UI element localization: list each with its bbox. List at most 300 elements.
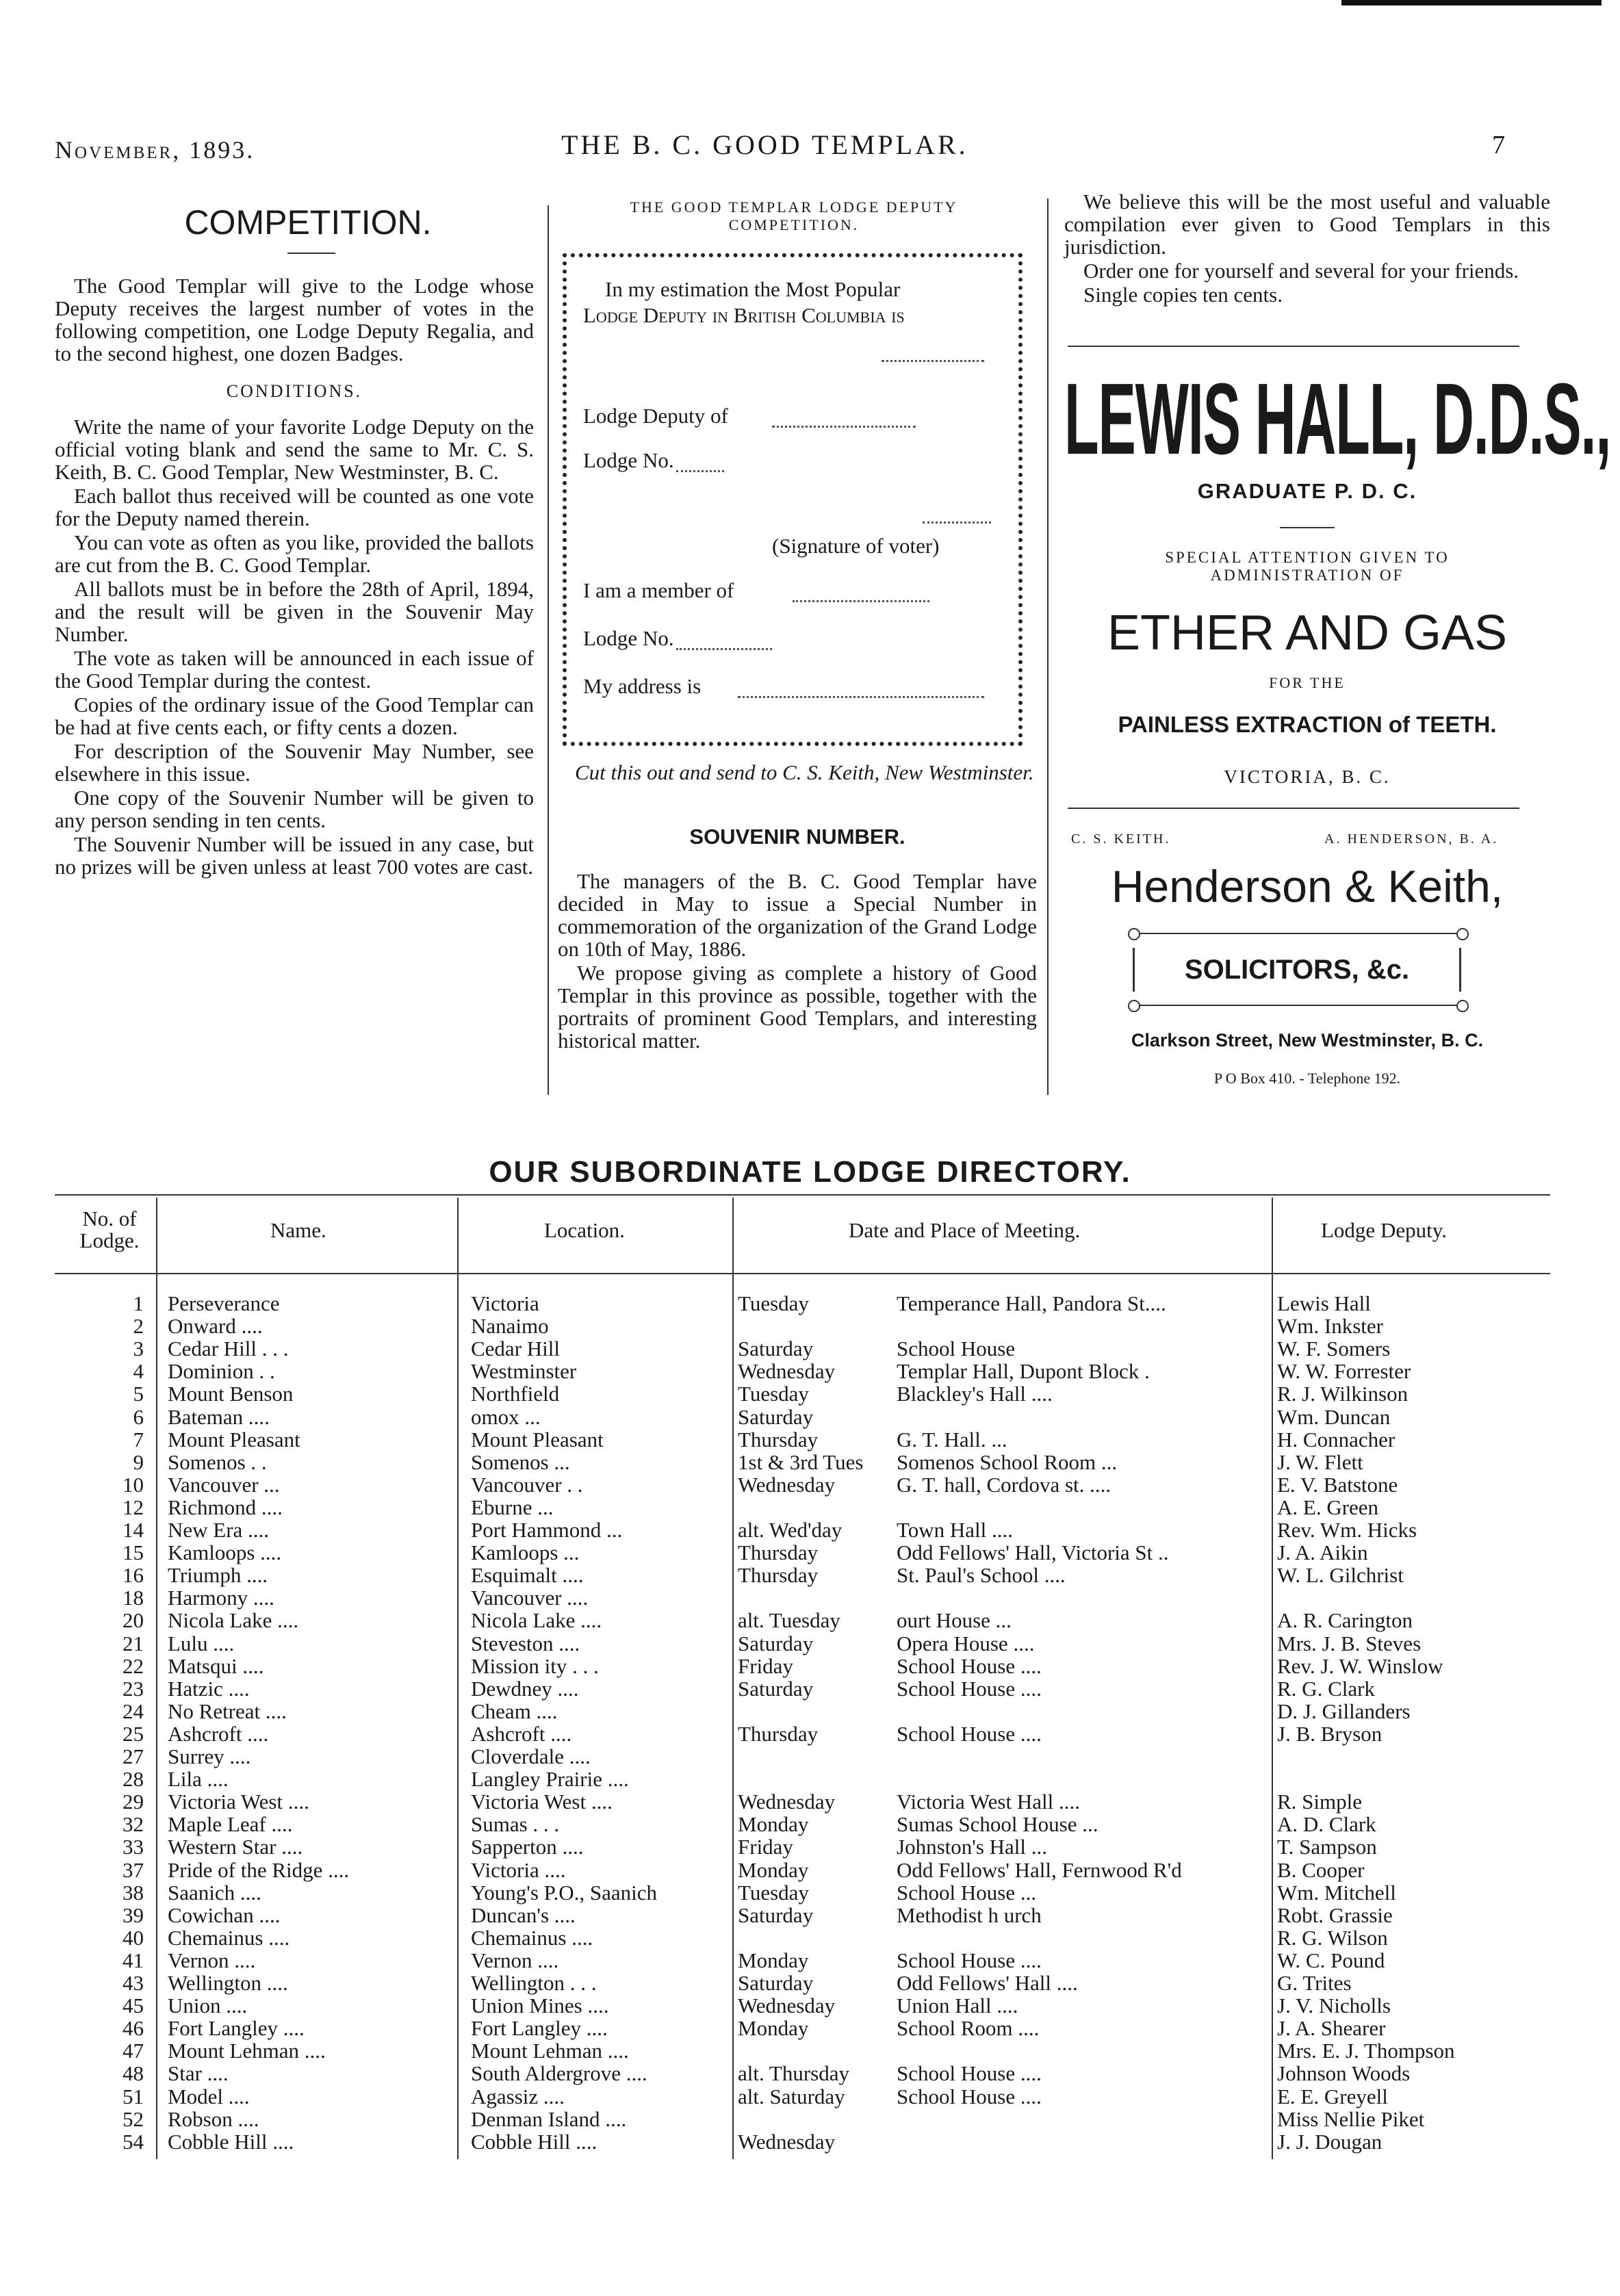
meeting-date: Thursday [738,1563,819,1588]
lodge-location: Cloverdale .... [471,1744,591,1768]
lodge-location: Dewdney .... [471,1676,579,1701]
lodge-location: Agassiz .... [471,2084,565,2108]
lodge-deputy: Lewis Hall [1277,1291,1371,1315]
lodge-number: 47 [123,2039,144,2063]
lodge-name: Richmond .... [168,1495,283,1519]
lodge-deputy: Mrs. J. B. Steves [1277,1631,1422,1655]
lodge-name: Victoria West .... [168,1790,309,1814]
lodge-location: Westminster [471,1359,577,1384]
lodge-deputy: Wm. Inkster [1277,1314,1383,1339]
meeting-place: School Room .... [897,2016,1040,2041]
meeting-date: alt. Saturday [738,2084,845,2108]
lodge-name: Hatzic .... [168,1676,250,1701]
lodge-name: Cobble Hill .... [168,2129,294,2154]
lodge-name: Western Star .... [168,1835,303,1859]
meeting-place: G. T. hall, Cordova st. .... [897,1472,1111,1497]
lodge-deputy: Robt. Grassie [1277,1902,1393,1927]
lodge-number: 12 [123,1495,144,1519]
table-row [0,1655,1620,1677]
table-row [0,1315,1620,1337]
lodge-number: 28 [123,1767,144,1792]
lodge-number: 4 [133,1359,144,1384]
ballot-blank-name[interactable] [882,353,984,362]
cut-out-instruction: Cut this out and send to C. S. Keith, New Westminster. [575,760,1034,784]
table-row [0,1428,1620,1451]
lodge-number: 5 [133,1382,144,1406]
meeting-place: Odd Fellows' Hall, Fernwood R'd [897,1857,1182,1882]
lodge-deputy: R. J. Wilkinson [1277,1382,1409,1406]
lodge-name: New Era .... [168,1518,270,1542]
directory-title: OUR SUBORDINATE LODGE DIRECTORY. [489,1155,1131,1189]
lodge-location: Duncan's .... [471,1902,576,1927]
lodge-name: Pride of the Ridge .... [168,1857,350,1882]
lodge-deputy: R. G. Clark [1277,1676,1375,1701]
meeting-date: Thursday [738,1427,819,1452]
lodge-location: Nicola Lake .... [471,1608,602,1633]
lodge-name: Perseverance [168,1291,280,1315]
ballot-blank-address[interactable] [738,692,984,698]
meeting-place: School House .... [897,1653,1042,1678]
lodge-name: Cedar Hill . . . [168,1337,289,1361]
lodge-location: Vancouver . . [471,1472,583,1497]
lodge-location: South Aldergrove .... [471,2061,647,2086]
meeting-date: Saturday [738,1631,814,1655]
meeting-date: Monday [738,1948,809,1972]
lodge-location: Young's P.O., Saanich [471,1880,658,1905]
lodge-name: Model .... [168,2084,250,2108]
ornament-circle [1128,1000,1140,1012]
lodge-deputy: J. B. Bryson [1277,1721,1383,1746]
issue-date: November, 1893. [55,136,255,164]
table-row [0,2130,1620,2153]
lodge-number: 2 [133,1314,144,1339]
table-row [0,1473,1620,1496]
solicitors-box: SOLICITORS, &c. [1133,948,1461,992]
victoria-line: VICTORIA, B. C. [1224,766,1391,787]
lodge-location: Steveston .... [471,1631,580,1655]
lodge-deputy: D. J. Gillanders [1277,1699,1411,1723]
lodge-deputy: Rev. J. W. Winslow [1277,1653,1443,1678]
lodge-number: 27 [123,1744,144,1768]
table-row [0,1904,1620,1926]
meeting-place: School House ... [897,1880,1037,1905]
meeting-place: Odd Fellows' Hall .... [897,1971,1078,1995]
lodge-name: Somenos . . [168,1449,267,1474]
table-row [0,2062,1620,2085]
compilation-paragraph: Order one for yourself and several for your friends. [1083,259,1519,283]
ballot-heading: THE GOOD TEMPLAR LODGE DEPUTY COMPETITION. [630,198,958,233]
lodge-deputy: A. R. Carington [1277,1608,1413,1633]
lodge-location: Victoria .... [471,1857,566,1882]
meeting-date: Tuesday [738,1382,809,1406]
table-row [0,1406,1620,1428]
lodge-name: Saanich .... [168,1880,261,1905]
lodge-number: 40 [123,1925,144,1950]
lodge-number: 21 [123,1631,144,1655]
lodge-number: 18 [123,1586,144,1610]
short-rule [1280,527,1335,528]
meeting-date: Saturday [738,1676,814,1701]
meeting-place: ourt House ... [897,1608,1012,1633]
table-row [0,2039,1620,2062]
lodge-location: Mount Pleasant [471,1427,604,1452]
lodge-deputy: A. E. Green [1277,1495,1379,1519]
lodge-deputy: H. Connacher [1277,1427,1396,1452]
lodge-number: 51 [123,2084,144,2108]
lewis-hall-name: LEWIS HALL, D.D.S., [1064,363,1611,476]
lodge-location: Victoria [471,1291,539,1315]
lodge-deputy: J. J. Dougan [1277,2129,1383,2154]
lodge-deputy: J. V. Nicholls [1277,1994,1391,2018]
competition-intro [55,274,534,365]
lodge-number: 16 [123,1563,144,1588]
lodge-location: Fort Langley .... [471,2016,608,2041]
meeting-place: School House .... [897,1676,1042,1701]
table-row [0,1723,1620,1745]
competition-heading: COMPETITION. [184,203,432,242]
meeting-date: Friday [738,1653,793,1678]
lodge-location: Sumas . . . [471,1812,560,1837]
lodge-deputy: J. W. Flett [1277,1449,1363,1474]
ad-divider [1068,808,1519,809]
table-row [0,2085,1620,2108]
lodge-location: Vancouver .... [471,1586,589,1610]
lodge-number: 52 [123,2106,144,2131]
meeting-date: Saturday [738,1337,814,1361]
lodge-name: Bateman .... [168,1404,270,1429]
lodge-location: Nanaimo [471,1314,549,1339]
lodge-number: 32 [123,1812,144,1837]
meeting-place: Sumas School House ... [897,1812,1098,1837]
lodge-number: 45 [123,1994,144,2018]
for-the-line: FOR THE [1269,674,1346,691]
meeting-place: Temperance Hall, Pandora St.... [897,1291,1166,1315]
condition-paragraph: One copy of the Souvenir Number will be given to any person sending in ten cents. [55,786,534,832]
ornament-circle [1456,928,1469,940]
meeting-date: Saturday [738,1902,814,1927]
meeting-date: Saturday [738,1404,814,1429]
meeting-date: alt. Wed'day [738,1518,843,1542]
lodge-number: 54 [123,2129,144,2154]
ether-and-gas: ETHER AND GAS [1107,606,1508,660]
lodge-location: Union Mines .... [471,1994,609,2018]
lodge-number: 48 [123,2061,144,2086]
directory-top-rule [55,1194,1550,1196]
conditions-list [55,415,534,878]
lodge-name: Harmony .... [168,1586,274,1610]
header-name: Name. [270,1218,326,1242]
meeting-place: School House .... [897,1721,1042,1746]
table-row [0,1564,1620,1586]
meeting-place: Union Hall .... [897,1994,1018,2018]
lodge-number: 24 [123,1699,144,1723]
heading-rule [287,253,335,254]
table-row [0,1926,1620,1949]
table-row [0,1859,1620,1881]
lodge-deputy: Miss Nellie Piket [1277,2106,1425,2131]
ballot-signature-label: (Signature of voter) [772,534,940,558]
table-row [0,1881,1620,1904]
ballot-blank-signature[interactable] [923,517,991,524]
lodge-number: 39 [123,1902,144,1927]
lodge-number: 46 [123,2016,144,2041]
meeting-date: Tuesday [738,1291,809,1315]
directory-header-rule [55,1273,1550,1274]
ornament-circle [1456,1000,1469,1012]
special-attention-line: SPECIAL ATTENTION GIVEN TO ADMINISTRATION OF [1165,549,1450,584]
souvenir-paragraph: We propose giving as complete a history of Good Templar in this province as possible, together with the portraits of prominent Good Templars, and interesting historical matter. [558,961,1037,1053]
meeting-place: Town Hall .... [897,1518,1014,1542]
lodge-location: Somenos ... [471,1449,570,1474]
lodge-location: Eburne ... [471,1495,554,1519]
table-row [0,1835,1620,1858]
newspaper-title: THE B. C. GOOD TEMPLAR. [561,129,968,160]
condition-paragraph: You can vote as often as you like, provided the ballots are cut from the B. C. Good Templar. [55,530,534,577]
lodge-location: Ashcroft .... [471,1721,572,1746]
meeting-date: Wednesday [738,1790,836,1814]
lodge-deputy: G. Trites [1277,1971,1352,1995]
lodge-location: Mount Lehman .... [471,2039,629,2063]
lodge-deputy: R. G. Wilson [1277,1925,1388,1950]
meeting-place: Templar Hall, Dupont Block . [897,1359,1150,1384]
header-location: Location. [544,1218,625,1242]
table-row [0,2108,1620,2130]
header-lodge-deputy: Lodge Deputy. [1321,1218,1447,1242]
meeting-date: Friday [738,1835,793,1859]
lodge-deputy: R. Simple [1277,1790,1363,1814]
lodge-number: 15 [123,1540,144,1565]
firm-name: Henderson & Keith, [1111,861,1504,912]
lodge-number: 7 [133,1427,144,1452]
header-date-place: Date and Place of Meeting. [849,1218,1081,1242]
lodge-name: No Retreat .... [168,1699,287,1723]
compilation-paragraph: We believe this will be the most useful and valuable compilation ever given to Good Templars in this jurisdiction. [1064,190,1550,259]
ad-divider [1068,346,1519,347]
lodge-location: Wellington . . . [471,1971,597,1995]
lodge-name: Robson .... [168,2106,259,2131]
lodge-deputy: J. A. Shearer [1277,2016,1386,2041]
lodge-name: Dominion . . [168,1359,275,1384]
lodge-deputy: A. D. Clark [1277,1812,1376,1837]
table-row [0,1496,1620,1519]
ballot-lodge-no: Lodge No. [583,448,674,472]
table-row [0,1745,1620,1768]
souvenir-text [558,870,1037,1052]
lodge-number: 20 [123,1608,144,1633]
meeting-place: Methodist h urch [897,1902,1042,1927]
lodge-deputy: Wm. Mitchell [1277,1880,1396,1905]
lodge-number: 25 [123,1721,144,1746]
meeting-place: School House [897,1337,1016,1361]
lodge-location: Port Hammond ... [471,1518,623,1542]
table-row [0,1337,1620,1360]
voting-ballot[interactable] [563,253,1023,746]
lodge-location: Cedar Hill [471,1337,560,1361]
lodge-name: Maple Leaf .... [168,1812,293,1837]
ballot-line-2: Lodge Deputy in British Columbia is [583,303,905,327]
lodge-number: 22 [123,1653,144,1678]
lodge-name: Union .... [168,1994,248,2018]
ballot-lodge-no-2: Lodge No. [583,626,674,650]
lodge-number: 23 [123,1676,144,1701]
meeting-place: School House .... [897,1948,1042,1972]
lodge-location: Kamloops ... [471,1540,580,1565]
lodge-number: 3 [133,1337,144,1361]
meeting-place: School House .... [897,2084,1042,2108]
condition-paragraph: The vote as taken will be announced in each issue of the Good Templar during the contest. [55,646,534,693]
condition-paragraph: All ballots must be in before the 28th of April, 1894, and the result will be given in the Souvenir May Number. [55,577,534,646]
lodge-name: Matsqui .... [168,1653,264,1678]
ballot-lodge-deputy-of: Lodge Deputy of [583,404,728,428]
lodge-deputy: W. F. Somers [1277,1337,1391,1361]
meeting-date: Monday [738,2016,809,2041]
meeting-date: alt. Thursday [738,2061,850,2086]
condition-paragraph: Each ballot thus received will be counted as one vote for the Deputy named therein. [55,484,534,530]
column-divider-left [548,205,549,1095]
ballot-address: My address is [583,674,702,698]
condition-paragraph: Copies of the ordinary issue of the Good Templar can be had at five cents each, or fifty cents a dozen. [55,693,534,739]
table-row [0,1632,1620,1655]
lodge-name: Wellington .... [168,1971,288,1995]
meeting-date: Thursday [738,1540,819,1565]
henderson-name: A. HENDERSON, B. A. [1324,831,1499,847]
lodge-deputy: B. Cooper [1277,1857,1365,1882]
ornament-circle [1128,928,1140,940]
table-row [0,1586,1620,1609]
lodge-name: Triumph .... [168,1563,268,1588]
lodge-deputy: E. V. Batstone [1277,1472,1398,1497]
condition-paragraph: Write the name of your favorite Lodge Deputy on the official voting blank and send the same to Mr. C. S. Keith, B. C. Good Templar, New Westminster, B. C. [55,415,534,484]
lodge-location: Sapperton .... [471,1835,584,1859]
table-row [0,1700,1620,1723]
table-row [0,1541,1620,1564]
meeting-date: alt. Tuesday [738,1608,840,1633]
lodge-deputy: Wm. Duncan [1277,1404,1391,1429]
table-row [0,1451,1620,1473]
lodge-number: 33 [123,1835,144,1859]
lodge-name: Ashcroft .... [168,1721,269,1746]
lodge-number: 43 [123,1971,144,1995]
lodge-name: Chemainus .... [168,1925,290,1950]
lodge-name: Mount Benson [168,1382,294,1406]
meeting-place: Johnston's Hall ... [897,1835,1048,1859]
lodge-deputy: W. L. Gilchrist [1277,1563,1404,1588]
lodge-number: 37 [123,1857,144,1882]
lodge-location: Cobble Hill .... [471,2129,597,2154]
lodge-name: Cowichan .... [168,1902,281,1927]
table-row [0,1292,1620,1315]
lodge-name: Kamloops .... [168,1540,282,1565]
lodge-name: Onward .... [168,1314,263,1339]
lodge-name: Lulu .... [168,1631,235,1655]
lodge-deputy: T. Sampson [1277,1835,1377,1859]
lodge-deputy: Rev. Wm. Hicks [1277,1518,1417,1542]
table-row [0,1994,1620,2017]
solicitor-bottom-rule [1133,1005,1461,1006]
table-row [0,1519,1620,1541]
lodge-location: Cheam .... [471,1699,558,1723]
lodge-location: Denman Island .... [471,2106,627,2131]
lewis-hall-ad-name [1064,363,1611,478]
meeting-date: Monday [738,1812,809,1837]
meeting-place: Blackley's Hall .... [897,1382,1053,1406]
meeting-date: Tuesday [738,1880,809,1905]
condition-paragraph: The Souvenir Number will be issued in any case, but no prizes will be given unless at least 700 votes are cast. [55,832,534,879]
meeting-date: Wednesday [738,1359,836,1384]
lodge-number: 14 [123,1518,144,1542]
lodge-location: Langley Prairie .... [471,1767,629,1792]
lodge-number: 10 [123,1472,144,1497]
meeting-place: G. T. Hall. ... [897,1427,1007,1452]
ballot-blank-lodge[interactable] [772,422,916,428]
lodge-name: Mount Lehman .... [168,2039,326,2063]
meeting-date: Saturday [738,1971,814,1995]
meeting-date: 1st & 3rd Tues [738,1449,864,1474]
meeting-place: School House .... [897,2061,1042,2086]
lodge-deputy: Johnson Woods [1277,2061,1411,2086]
painless-extraction: PAINLESS EXTRACTION of TEETH. [1118,712,1497,737]
souvenir-heading: SOUVENIR NUMBER. [689,825,905,849]
lodge-name: Lila .... [168,1767,229,1792]
conditions-heading: CONDITIONS. [226,381,363,401]
condition-paragraph: For description of the Souvenir May Number, see elsewhere in this issue. [55,739,534,786]
lodge-name: Mount Pleasant [168,1427,300,1452]
lodge-deputy: Mrs. E. J. Thompson [1277,2039,1455,2063]
lodge-deputy: W. C. Pound [1277,1948,1385,1972]
lodge-location: Vernon .... [471,1948,559,1972]
lodge-number: 1 [133,1291,144,1315]
ballot-blank-lodge-no[interactable] [676,466,724,472]
meeting-date: Monday [738,1857,809,1882]
meeting-date: Wednesday [738,1994,836,2018]
meeting-place: Victoria West Hall .... [897,1790,1080,1814]
page-number: 7 [1492,131,1506,159]
meeting-place: Opera House .... [897,1631,1035,1655]
table-row [0,1790,1620,1813]
lodge-number: 6 [133,1404,144,1429]
lodge-number: 38 [123,1880,144,1905]
table-row [0,1360,1620,1382]
meeting-place: St. Paul's School .... [897,1563,1066,1588]
lodge-number: 9 [133,1449,144,1474]
graduate-line: GRADUATE P. D. C. [1197,479,1417,503]
compilation-paragraph: Single copies ten cents. [1083,283,1283,307]
lodge-name: Nicola Lake .... [168,1608,299,1633]
lodge-name: Fort Langley .... [168,2016,305,2041]
firm-address: Clarkson Street, New Westminster, B. C. [1131,1030,1484,1050]
table-row [0,1972,1620,1994]
lodge-location: Northfield [471,1382,560,1406]
table-row [0,1768,1620,1790]
lodge-name: Vernon .... [168,1948,256,1972]
lodge-name: Surrey .... [168,1744,251,1768]
lodge-name: Star .... [168,2061,229,2086]
intro-text: The Good Templar will give to the Lodge whose Deputy receives the largest number of votes in the following competition, one Lodge Deputy Regalia, and to the second highest, one dozen Badges. [55,274,534,365]
meeting-place: Odd Fellows' Hall, Victoria St .. [897,1540,1169,1565]
lodge-location: Chemainus .... [471,1925,593,1950]
meeting-date: Thursday [738,1721,819,1746]
lodge-location: Mission ity . . . [471,1653,599,1678]
table-row [0,1677,1620,1700]
meeting-place: Somenos School Room ... [897,1449,1118,1474]
lodge-location: Victoria West .... [471,1790,613,1814]
ballot-member-of: I am a member of [583,578,734,602]
lodge-number: 29 [123,1790,144,1814]
box-telephone: P O Box 410. - Telephone 192. [1213,1070,1401,1087]
lodge-deputy: W. W. Forrester [1277,1359,1411,1384]
ballot-blank-lodge-no-2[interactable] [676,644,772,650]
ballot-blank-member[interactable] [793,596,929,602]
